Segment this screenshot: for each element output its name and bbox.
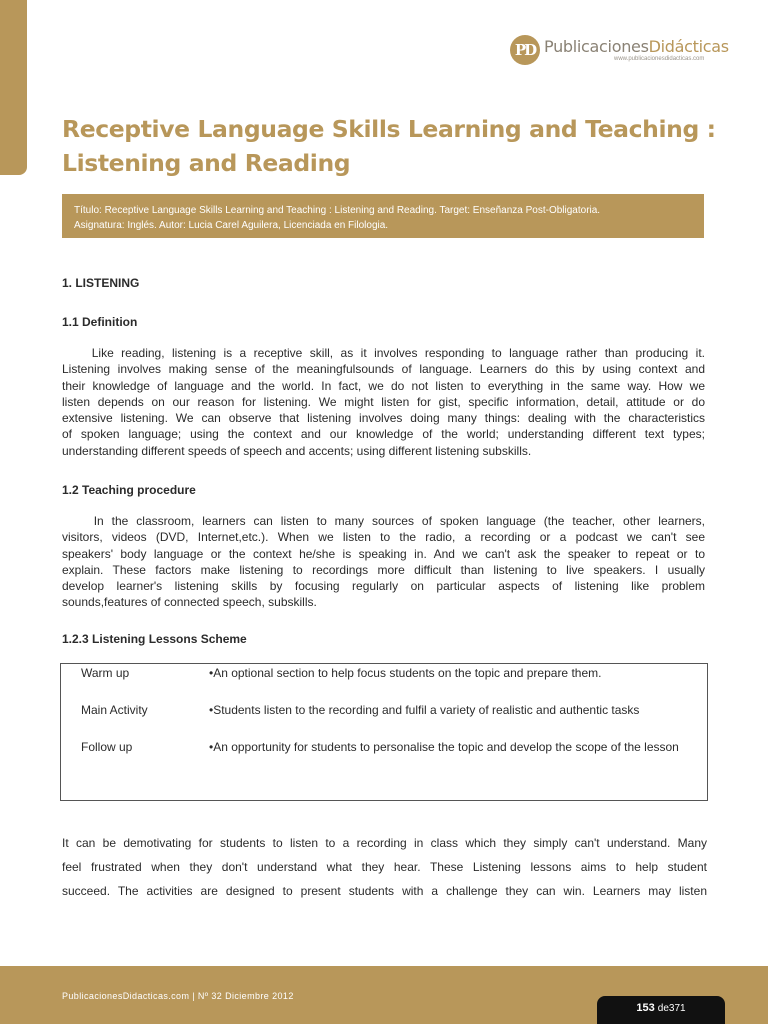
text-line: Listening involves making sense of the meaningfulsounds of language. Learners do this by using context and xyxy=(62,362,705,377)
text-line: succeed. The activities are designed to present students with a challenge they can win. Learners may listen xyxy=(62,884,707,898)
scheme-stage: Warm up xyxy=(81,666,130,680)
text-line: It can be demotivating for students to listen to a recording in class which they simply can't understand. Many xyxy=(62,836,707,850)
text-line: visitors, videos (DVD, Internet,etc.). When we listen to the radio, a recording or a podcast we can't see xyxy=(62,530,705,545)
text-line: understanding different speeds of speech and accents; using different listening subskills. xyxy=(62,443,532,458)
section-heading-listening: 1. LISTENING xyxy=(62,276,140,290)
logo-url: www.publicacionesdidacticas.com xyxy=(614,56,705,62)
publisher-logo[interactable] xyxy=(510,33,740,67)
text-line: extensive listening. We can observe that listening involves doing many things: dealing with the characteristics xyxy=(62,411,705,426)
meta-line-1: Título: Receptive Language Skills Learning and Teaching : Listening and Reading. Target: Enseñanza Post-Obligatoria. xyxy=(74,205,601,216)
meta-line-2: Asignatura: Inglés. Autor: Lucia Carel Aguilera, Licenciada en Filologia. xyxy=(74,220,389,231)
text-line: In the classroom, learners can listen to many sources of spoken language (the teacher, other learners, xyxy=(62,514,705,528)
page-current: 153 xyxy=(636,1002,655,1014)
page-total: 371 xyxy=(668,1003,686,1014)
text-line: develop learner's listening skills by focusing regularly on particular aspects of listening like problem xyxy=(62,579,705,594)
text-line: sounds,features of connected speech, subskills. xyxy=(62,595,317,610)
scheme-description: •An opportunity for students to personalise the topic and develop the scope of the lesson xyxy=(209,740,679,754)
section-heading-teaching-procedure: 1.2 Teaching procedure xyxy=(62,483,196,497)
logo-name-main: Publicaciones xyxy=(544,37,649,56)
scheme-stage: Follow up xyxy=(81,740,133,754)
logo-name xyxy=(544,37,729,56)
title-line-1: Receptive Language Skills Learning and Teaching : xyxy=(62,115,716,143)
text-line: listen depends on our reason for listening. We might listen for gist, specific information, detail, attitude or do xyxy=(62,394,705,409)
text-line: explain. These factors make listening to recordings more difficult than listening to live speakers. I usually xyxy=(62,562,705,577)
text-line: speakers' body language or the context he/she is speaking in. And we can't ask the speaker to repeat or to xyxy=(62,546,705,561)
section-heading-definition: 1.1 Definition xyxy=(62,315,138,329)
logo-name-accent: Didácticas xyxy=(648,37,729,56)
page-number-badge xyxy=(597,996,725,1024)
side-tab-decoration xyxy=(0,0,27,175)
scheme-description: •Students listen to the recording and fulfil a variety of realistic and authentic tasks xyxy=(209,703,640,717)
article-meta-box xyxy=(62,194,704,238)
text-line: Like reading, listening is a receptive skill, as it involves responding to language rather than producing it. xyxy=(62,346,705,360)
section-heading-lessons-scheme: 1.2.3 Listening Lessons Scheme xyxy=(62,632,247,646)
logo-mark: PD xyxy=(510,35,540,65)
teaching-procedure-paragraph xyxy=(62,513,705,611)
page-of-label: de xyxy=(657,1003,669,1014)
scheme-description: •An optional section to help focus students on the topic and prepare them. xyxy=(209,666,602,680)
text-line: feel frustrated when they don't understand what they hear. These Listening lessons aims to help student xyxy=(62,860,707,874)
text-line: their knowledge of language and the world. In fact, we do not listen to everything in the same way. How we xyxy=(62,378,705,393)
text-line: of spoken language; using the context and our knowledge of the world; understanding different text types; xyxy=(62,427,705,442)
scheme-stage: Main Activity xyxy=(81,703,148,717)
footer-publication-info: PublicacionesDidacticas.com | Nº 32 Diciembre 2012 xyxy=(62,991,294,1001)
title-line-2: Listening and Reading xyxy=(62,149,351,177)
definition-paragraph xyxy=(62,345,705,459)
closing-paragraph xyxy=(62,831,707,903)
lessons-scheme-table xyxy=(60,663,708,801)
article-title xyxy=(62,112,742,180)
